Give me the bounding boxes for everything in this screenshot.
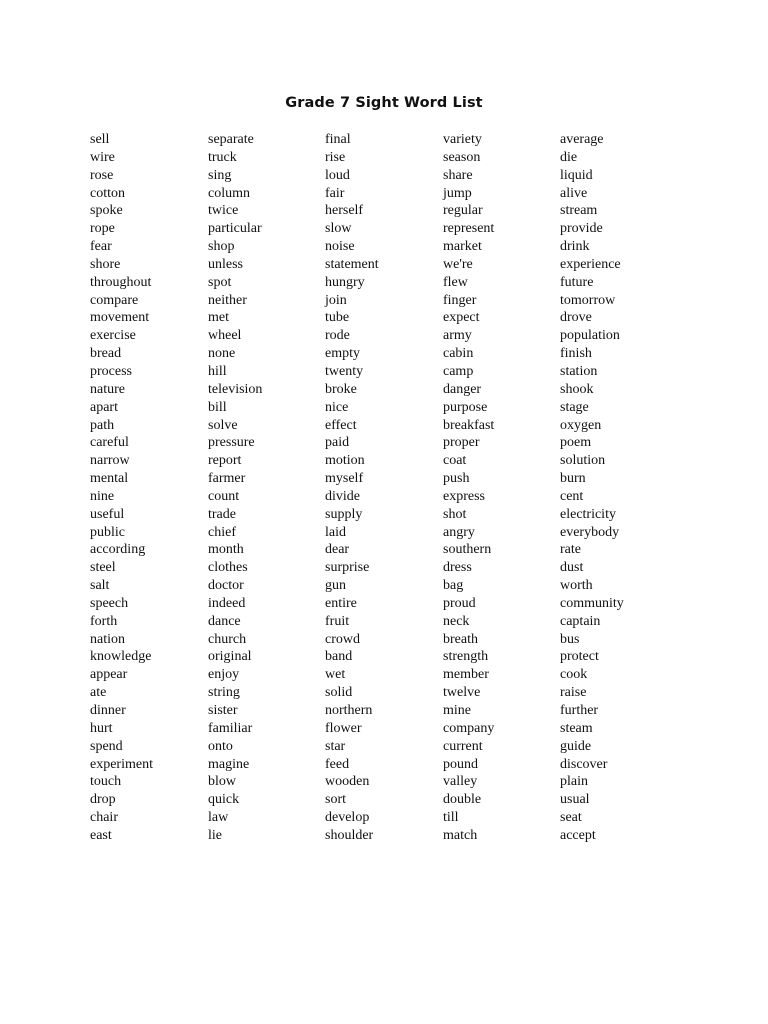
sight-word: develop (325, 810, 370, 826)
sight-word: experiment (90, 756, 153, 772)
sight-word: purpose (443, 399, 488, 415)
sight-word: danger (443, 381, 482, 397)
sight-word: quick (208, 792, 240, 808)
sight-word: steam (560, 720, 593, 736)
sight-word: rode (325, 328, 350, 344)
sight-word: laid (325, 524, 346, 540)
sight-word: further (560, 703, 599, 718)
sight-word: count (208, 488, 240, 504)
sight-word: speech (90, 595, 129, 611)
sight-word: original (208, 649, 252, 665)
sight-word: final (325, 132, 351, 147)
sight-word: onto (208, 738, 233, 754)
sight-word: push (443, 471, 470, 487)
sight-word: neck (443, 613, 470, 629)
sight-word: everybody (560, 524, 620, 540)
sight-word: fair (325, 185, 345, 201)
sight-word: stream (560, 203, 598, 219)
sight-word: cent (560, 488, 584, 504)
sight-word: twenty (325, 363, 364, 379)
sight-word: sing (208, 167, 232, 183)
sight-word: rope (90, 221, 115, 237)
sight-word: solve (208, 417, 238, 433)
sight-word: compare (90, 292, 139, 308)
sight-word: flew (443, 274, 468, 290)
sight-word: loud (325, 167, 350, 183)
sight-word: we're (443, 256, 473, 272)
sight-word: company (443, 720, 495, 736)
sight-word: dear (325, 542, 350, 558)
sight-word: nature (90, 381, 125, 397)
sight-word: dance (208, 613, 241, 629)
sight-word: plain (560, 774, 588, 790)
sight-word: hungry (325, 274, 365, 290)
sight-word: paid (325, 435, 350, 451)
sight-word: drove (560, 310, 592, 326)
sight-word: cotton (90, 185, 125, 201)
sight-word: process (90, 363, 132, 379)
sight-word: represent (443, 221, 495, 237)
sight-word: tube (325, 310, 350, 326)
sight-word: motion (325, 453, 365, 469)
sight-word: nation (90, 631, 125, 647)
sight-word: church (208, 631, 247, 647)
sight-word: camp (443, 363, 474, 379)
sight-word: guide (560, 738, 592, 754)
sight-word: solution (560, 453, 606, 469)
sight-word: spot (208, 274, 232, 290)
sight-word: mental (90, 471, 129, 487)
sight-word: trade (208, 506, 236, 522)
sight-word: shoulder (325, 827, 374, 843)
sight-word: shot (443, 506, 467, 522)
sight-word: nice (325, 399, 349, 415)
sight-word: wooden (325, 774, 370, 790)
sight-word: forth (90, 613, 118, 629)
sight-word: rise (325, 149, 346, 165)
sight-word: pound (443, 756, 478, 772)
sight-word: wet (325, 667, 346, 683)
sight-word: nine (90, 488, 115, 504)
sight-word: appear (90, 667, 128, 683)
sight-word: sell (90, 132, 110, 147)
sight-word: television (208, 381, 263, 397)
word-column-3 (325, 131, 440, 845)
sight-word: familiar (208, 720, 253, 736)
sight-word: coat (443, 453, 467, 469)
sight-word: useful (90, 506, 125, 522)
sight-word: touch (90, 774, 122, 790)
sight-word: fruit (325, 613, 350, 629)
sight-word: seat (560, 810, 582, 826)
sight-word: season (443, 149, 481, 165)
sight-word: band (325, 649, 353, 665)
sight-word: express (443, 488, 485, 504)
sight-word: east (90, 827, 112, 843)
sight-word: separate (208, 132, 254, 147)
sight-word: bread (90, 346, 122, 362)
sight-word: sister (208, 703, 238, 718)
sight-word: double (443, 792, 482, 808)
sight-word: army (443, 328, 472, 344)
sight-word: liquid (560, 167, 593, 183)
sight-word: farmer (208, 471, 246, 487)
sight-word: feed (325, 756, 350, 772)
word-column-4 (443, 131, 558, 845)
sight-word: sort (325, 792, 346, 808)
sight-word: crowd (325, 631, 360, 647)
sight-word: share (443, 167, 473, 183)
sight-word: salt (90, 578, 110, 594)
sight-word: proud (443, 595, 476, 611)
sight-word: valley (443, 774, 478, 790)
sight-word: shore (90, 256, 121, 272)
sight-word: raise (560, 685, 587, 701)
sight-word: station (560, 363, 598, 379)
sight-word: alive (560, 185, 588, 201)
sight-word: electricity (560, 506, 616, 522)
sight-word: month (208, 542, 244, 558)
sight-word: indeed (208, 595, 246, 611)
sight-word: oxygen (560, 417, 602, 433)
sight-word: tomorrow (560, 292, 616, 308)
sight-word: market (443, 239, 482, 255)
sight-word: enjoy (208, 667, 240, 683)
sight-word: proper (443, 435, 480, 451)
sight-word: member (443, 667, 489, 683)
sight-word: strength (443, 649, 489, 665)
sight-word: narrow (90, 453, 130, 469)
sight-word: careful (90, 435, 129, 451)
sight-word: magine (208, 756, 250, 772)
sight-word: future (560, 274, 594, 290)
sight-word: spend (90, 738, 123, 754)
sight-word: bus (560, 631, 580, 647)
sight-word: angry (443, 524, 475, 540)
sight-word: law (208, 810, 229, 826)
sight-word: rose (90, 167, 114, 183)
sight-word: twelve (443, 685, 481, 701)
sight-word: path (90, 417, 115, 433)
page-title: Grade 7 Sight Word List (285, 95, 483, 111)
word-column-5 (560, 131, 675, 845)
sight-word: entire (325, 595, 357, 611)
sight-word: flower (325, 720, 362, 736)
sight-word: shook (560, 381, 594, 397)
sight-word: spoke (90, 203, 123, 219)
sight-word: noise (325, 239, 355, 255)
sight-word: neither (208, 292, 247, 308)
sight-word: shop (208, 239, 235, 255)
sight-word: drop (90, 792, 116, 808)
sight-word: burn (560, 471, 586, 487)
sight-word: hill (208, 363, 227, 379)
sight-word: join (325, 292, 347, 308)
sight-word: current (443, 738, 483, 754)
sight-word: protect (560, 649, 599, 665)
sight-word: according (90, 542, 146, 558)
sight-word: solid (325, 685, 353, 701)
sight-word: exercise (90, 328, 136, 344)
sight-word: dinner (90, 703, 126, 718)
sight-word: mine (443, 703, 471, 718)
sight-word: match (443, 827, 478, 843)
sight-word: public (90, 524, 125, 540)
sight-word: blow (208, 774, 236, 790)
sight-word: wire (90, 149, 115, 165)
sight-word: surprise (325, 560, 370, 576)
sight-word: hurt (90, 720, 113, 736)
sight-word: report (208, 453, 242, 469)
sight-word: steel (90, 560, 116, 576)
sight-word: finish (560, 346, 592, 362)
sight-word: variety (443, 132, 482, 147)
word-column-2 (208, 131, 323, 845)
sight-word: cook (560, 667, 588, 683)
sight-word: breakfast (443, 417, 495, 433)
sight-word: rate (560, 542, 581, 558)
sight-word: cabin (443, 346, 474, 362)
sight-word: stage (560, 399, 589, 415)
sight-word: discover (560, 756, 608, 772)
sight-word: expect (443, 310, 480, 326)
sight-word: string (208, 685, 240, 701)
sight-word: breath (443, 631, 478, 647)
sight-word: met (208, 310, 229, 326)
sight-word: northern (325, 703, 373, 718)
sight-word: worth (560, 578, 593, 594)
sight-word: bill (208, 399, 227, 415)
sight-word: empty (325, 346, 360, 362)
sight-word: effect (325, 417, 357, 433)
sight-word: clothes (208, 560, 248, 576)
sight-word: drink (560, 239, 590, 255)
sight-word: pressure (208, 435, 255, 451)
sight-word: divide (325, 488, 360, 504)
sight-word: slow (325, 221, 352, 237)
sight-word: jump (443, 185, 472, 201)
sight-word: dust (560, 560, 584, 576)
sight-word: statement (325, 256, 379, 272)
sight-word: throughout (90, 274, 152, 290)
word-list (0, 131, 768, 851)
sight-word: column (208, 185, 250, 201)
sight-word: myself (325, 471, 364, 487)
sight-word: truck (208, 149, 237, 165)
sight-word: average (560, 132, 604, 147)
sight-word: population (560, 328, 620, 344)
sight-word: apart (90, 399, 118, 415)
sight-word: unless (208, 256, 243, 272)
word-column-1 (90, 131, 205, 845)
sight-word: captain (560, 613, 601, 629)
sight-word: none (208, 346, 236, 362)
sight-word: dress (443, 560, 472, 576)
sight-word: star (325, 738, 346, 754)
sight-word: usual (560, 792, 590, 808)
sight-word: particular (208, 221, 262, 237)
sight-word: accept (560, 827, 596, 843)
sight-word: supply (325, 506, 363, 522)
sight-word: regular (443, 203, 483, 219)
sight-word: die (560, 149, 578, 165)
sight-word: lie (208, 827, 222, 843)
sight-word: poem (560, 435, 592, 451)
sight-word: southern (443, 542, 492, 558)
sight-word: till (443, 810, 459, 826)
sight-word: gun (325, 578, 346, 594)
sight-word: wheel (208, 328, 242, 344)
sight-word: experience (560, 256, 621, 272)
sight-word: knowledge (90, 649, 152, 665)
sight-word: doctor (208, 578, 244, 594)
sight-word: community (560, 595, 624, 611)
sight-word: bag (443, 578, 464, 594)
sight-word: fear (90, 239, 112, 255)
sight-word: herself (325, 203, 364, 219)
sight-word: provide (560, 221, 603, 237)
sight-word: movement (90, 310, 150, 326)
sight-word: ate (90, 685, 107, 701)
sight-word: chair (90, 810, 118, 826)
sight-word: chief (208, 524, 236, 540)
sight-word: twice (208, 203, 239, 219)
sight-word: finger (443, 292, 477, 308)
sight-word: broke (325, 381, 357, 397)
